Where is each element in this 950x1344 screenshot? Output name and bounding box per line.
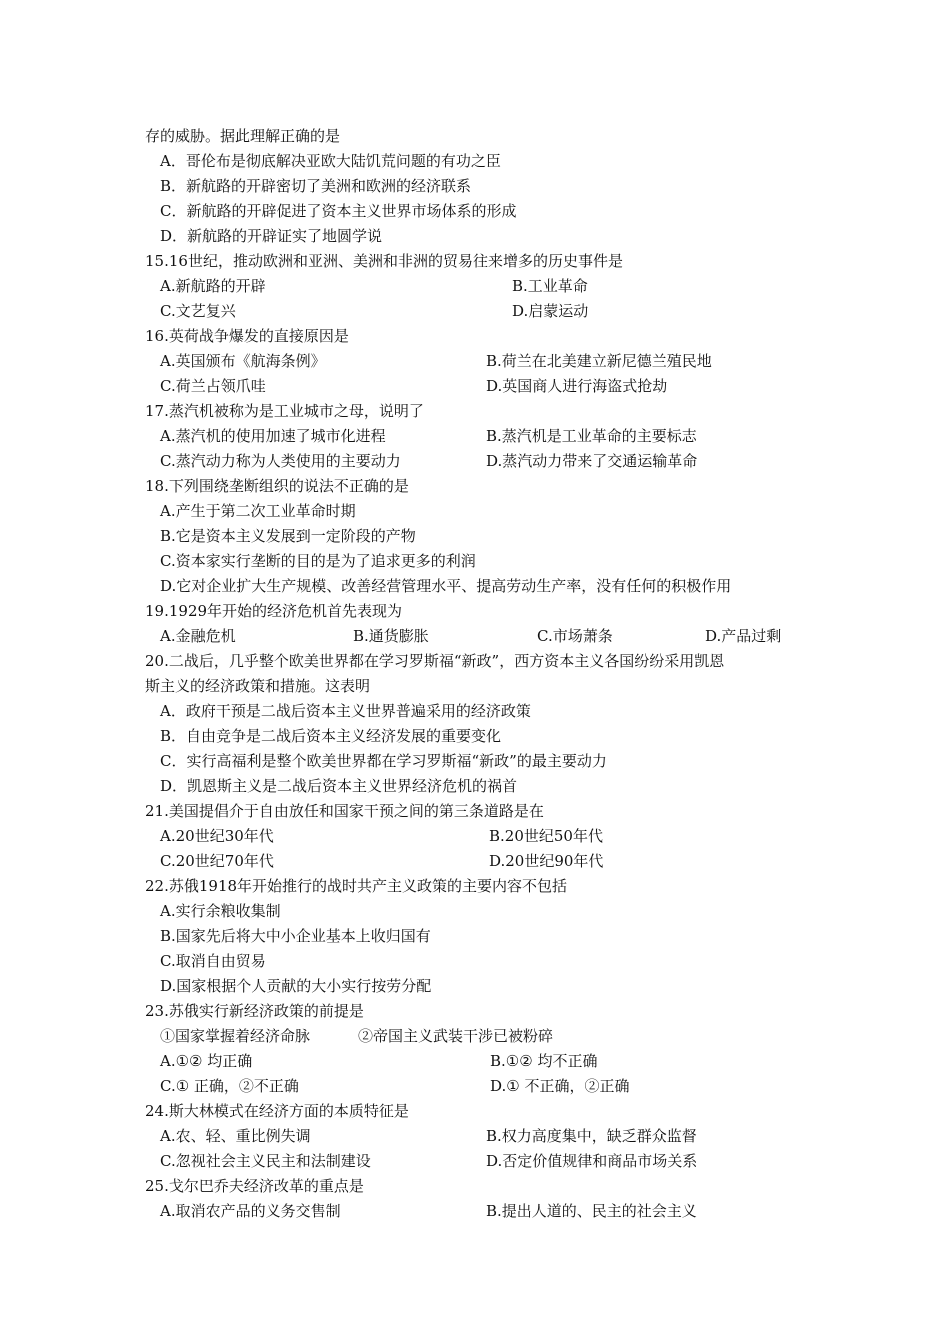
q16-stem: 16.英荷战争爆发的直接原因是 — [145, 327, 349, 345]
q22-stem: 22.苏俄1918年开始推行的战时共产主义政策的主要内容不包括 — [145, 877, 568, 895]
q20-option-d: D．凯恩斯主义是二战后资本主义世界经济危机的祸首 — [160, 777, 518, 795]
q24-option-a: A.农、轻、重比例失调 — [160, 1127, 311, 1145]
q19-stem: 19.1929年开始的经济危机首先表现为 — [145, 602, 403, 620]
q16-option-a: A.英国颁布《航海条例》 — [160, 352, 326, 370]
q14-stem-continued: 存的威胁。据此理解正确的是 — [145, 127, 341, 145]
q19-option-c: C.市场萧条 — [537, 627, 613, 645]
q22-option-c: C.取消自由贸易 — [160, 952, 266, 970]
q23-item-1: ①国家掌握着经济命脉 — [160, 1027, 311, 1045]
q21-option-d: D.20世纪90年代 — [489, 852, 604, 870]
q20-stem-line2: 斯主义的经济政策和措施。这表明 — [145, 677, 371, 695]
q15-option-b: B.工业革命 — [512, 277, 588, 295]
q24-option-b: B.权力高度集中，缺乏群众监督 — [486, 1127, 697, 1145]
q23-option-c: C.① 正确，②不正确 — [160, 1077, 299, 1095]
q19-option-a: A.金融危机 — [160, 627, 236, 645]
q15-option-c: C.文艺复兴 — [160, 302, 236, 320]
q23-stem: 23.苏俄实行新经济政策的前提是 — [145, 1002, 364, 1020]
q20-option-b: B．自由竞争是二战后资本主义经济发展的重要变化 — [160, 727, 502, 745]
q14-option-c: C．新航路的开辟促进了资本主义世界市场体系的形成 — [160, 202, 517, 220]
q18-option-d: D.它对企业扩大生产规模、改善经营管理水平、提高劳动生产率，没有任何的积极作用 — [160, 577, 732, 595]
q17-stem: 17.蒸汽机被称为是工业城市之母，说明了 — [145, 402, 424, 420]
q18-stem: 18.下列围绕垄断组织的说法不正确的是 — [145, 477, 409, 495]
q20-option-a: A．政府干预是二战后资本主义世界普遍采用的经济政策 — [160, 702, 531, 720]
q19-option-d: D.产品过剩 — [705, 627, 782, 645]
q14-option-a: A．哥伦布是彻底解决亚欧大陆饥荒问题的有功之臣 — [160, 152, 501, 170]
q25-option-b: B.提出人道的、民主的社会主义 — [486, 1202, 697, 1220]
q20-stem-line1: 20.二战后，几乎整个欧美世界都在学习罗斯福“新政”，西方资本主义各国纷纷采用凯恩 — [145, 652, 725, 670]
q24-option-d: D.否定价值规律和商品市场关系 — [486, 1152, 698, 1170]
q17-option-d: D.蒸汽动力带来了交通运输革命 — [486, 452, 698, 470]
q24-stem: 24.斯大林模式在经济方面的本质特征是 — [145, 1102, 409, 1120]
q21-option-b: B.20世纪50年代 — [489, 827, 603, 845]
q17-option-a: A.蒸汽机的使用加速了城市化进程 — [160, 427, 386, 445]
q16-option-c: C.荷兰占领爪哇 — [160, 377, 266, 395]
q14-option-d: D．新航路的开辟证实了地圆学说 — [160, 227, 383, 245]
q25-stem: 25.戈尔巴乔夫经济改革的重点是 — [145, 1177, 364, 1195]
q15-option-a: A.新航路的开辟 — [160, 277, 266, 295]
q23-item-2: ②帝国主义武装干涉已被粉碎 — [358, 1027, 554, 1045]
q23-option-a: A.①② 均正确 — [160, 1052, 253, 1070]
q17-option-c: C.蒸汽动力称为人类使用的主要动力 — [160, 452, 401, 470]
q25-option-a: A.取消农产品的义务交售制 — [160, 1202, 341, 1220]
q24-option-c: C.忽视社会主义民主和法制建设 — [160, 1152, 371, 1170]
q22-option-a: A.实行余粮收集制 — [160, 902, 281, 920]
q15-option-d: D.启蒙运动 — [512, 302, 589, 320]
q23-option-d: D.① 不正确，②正确 — [490, 1077, 630, 1095]
q16-option-d: D.英国商人进行海盗式抢劫 — [486, 377, 668, 395]
q21-option-a: A.20世纪30年代 — [160, 827, 274, 845]
q15-stem: 15.16世纪，推动欧洲和亚洲、美洲和非洲的贸易往来增多的历史事件是 — [145, 252, 623, 270]
q20-option-c: C．实行高福利是整个欧美世界都在学习罗斯福“新政”的最主要动力 — [160, 752, 607, 770]
q23-option-b: B.①② 均不正确 — [490, 1052, 598, 1070]
q16-option-b: B.荷兰在北美建立新尼德兰殖民地 — [486, 352, 712, 370]
q18-option-c: C.资本家实行垄断的目的是为了追求更多的利润 — [160, 552, 476, 570]
q22-option-b: B.国家先后将大中小企业基本上收归国有 — [160, 927, 431, 945]
q14-option-b: B．新航路的开辟密切了美洲和欧洲的经济联系 — [160, 177, 472, 195]
q17-option-b: B.蒸汽机是工业革命的主要标志 — [486, 427, 697, 445]
q22-option-d: D.国家根据个人贡献的大小实行按劳分配 — [160, 977, 432, 995]
q18-option-b: B.它是资本主义发展到一定阶段的产物 — [160, 527, 416, 545]
q21-stem: 21.美国提倡介于自由放任和国家干预之间的第三条道路是在 — [145, 802, 544, 820]
q18-option-a: A.产生于第二次工业革命时期 — [160, 502, 356, 520]
q19-option-b: B.通货膨胀 — [353, 627, 429, 645]
q21-option-c: C.20世纪70年代 — [160, 852, 274, 870]
